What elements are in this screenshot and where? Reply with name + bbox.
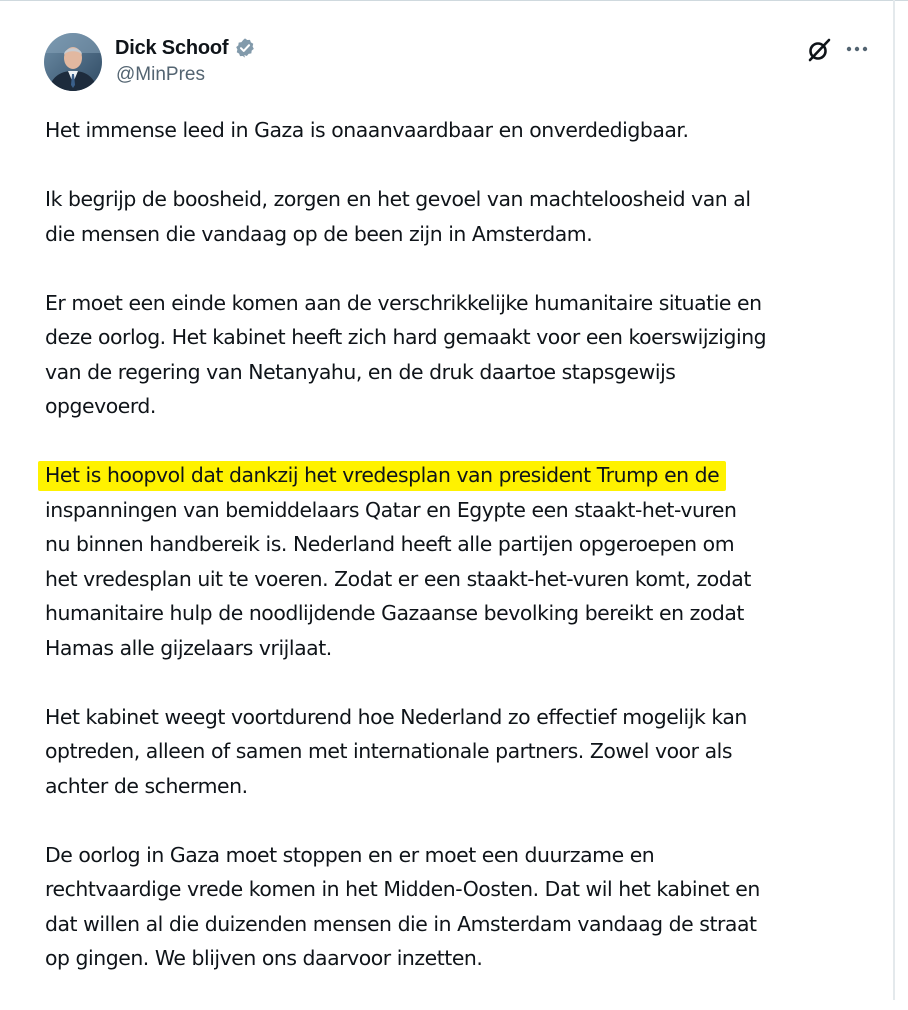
tweet-line: Ik begrijp de boosheid, zorgen en het gevoel van machteloosheid van al [45,187,751,211]
tweet-line: die mensen die vandaag op de been zijn in Amsterdam. [45,221,593,246]
tweet-line: De oorlog in Gaza moet stoppen en er moet een duurzame en [45,842,655,867]
author-handle[interactable]: @MinPres [116,64,205,85]
highlighted-text: Het is hoopvol dat dankzij het vredesplan van president Trump en de [38,461,726,491]
tweet-paragraph [45,838,883,976]
tweet-paragraph [45,458,883,665]
tweet-line: Er moet een einde komen aan de verschrikkelijke humanitaire situatie en [45,290,762,315]
tweet-line: optreden, alleen of samen met internationale partners. Zowel voor als [45,739,733,763]
tweet-paragraph [45,286,883,424]
tweet-line: Hamas alle gijzelaars vrijlaat. [45,635,332,660]
tweet-line: inspanningen van bemiddelaars Qatar en Egypte een staakt-het-vuren [45,497,737,522]
tweet-line: Het immense leed in Gaza is onaanvaardbaar en onverdedigbaar. [45,118,689,142]
more-options-icon[interactable] [844,38,870,60]
verified-badge-icon [234,37,256,59]
tweet-line: achter de schermen. [45,773,248,798]
tweet-line: Het kabinet weegt voortdurend hoe Nederland zo effectief mogelijk kan [45,704,747,729]
tweet-paragraph [45,113,883,148]
tweet-paragraph [45,182,883,251]
author-display-name[interactable]: Dick Schoof [115,36,229,59]
tweet-line: het vredesplan uit te voeren. Zodat er een staakt-het-vuren komt, zodat [45,566,751,591]
tweet-line: opgevoerd. [45,394,156,418]
tweet-line: nu binnen handbereik is. Nederland heeft alle partijen opgeroepen om [45,532,735,556]
tweet-line: op gingen. We blijven ons daarvoor inzetten. [45,946,483,970]
tweet-line: van de regering van Netanyahu, en de druk daartoe stapsgewijs [45,359,676,384]
tweet-line: dat willen al die duizenden mensen die in Amsterdam vandaag de straat [45,911,757,936]
avatar[interactable] [44,33,102,91]
tweet-line: rechtvaardige vrede komen in het Midden-Oosten. Dat wil het kabinet en [45,877,760,901]
card-top-border [0,0,908,1]
tweet-line: deze oorlog. Het kabinet heeft zich hard gemaakt voor een koerswijziging [45,325,767,349]
tweet-paragraph [45,700,883,804]
tweet-line-highlighted [45,458,883,493]
card-right-border [893,0,895,1000]
tweet-line: humanitaire hulp de noodlijdende Gazaanse bevolking bereikt en zodat [45,601,744,625]
tweet-text [45,113,883,1010]
author-name-row[interactable] [115,34,256,62]
grok-icon[interactable] [806,37,832,63]
